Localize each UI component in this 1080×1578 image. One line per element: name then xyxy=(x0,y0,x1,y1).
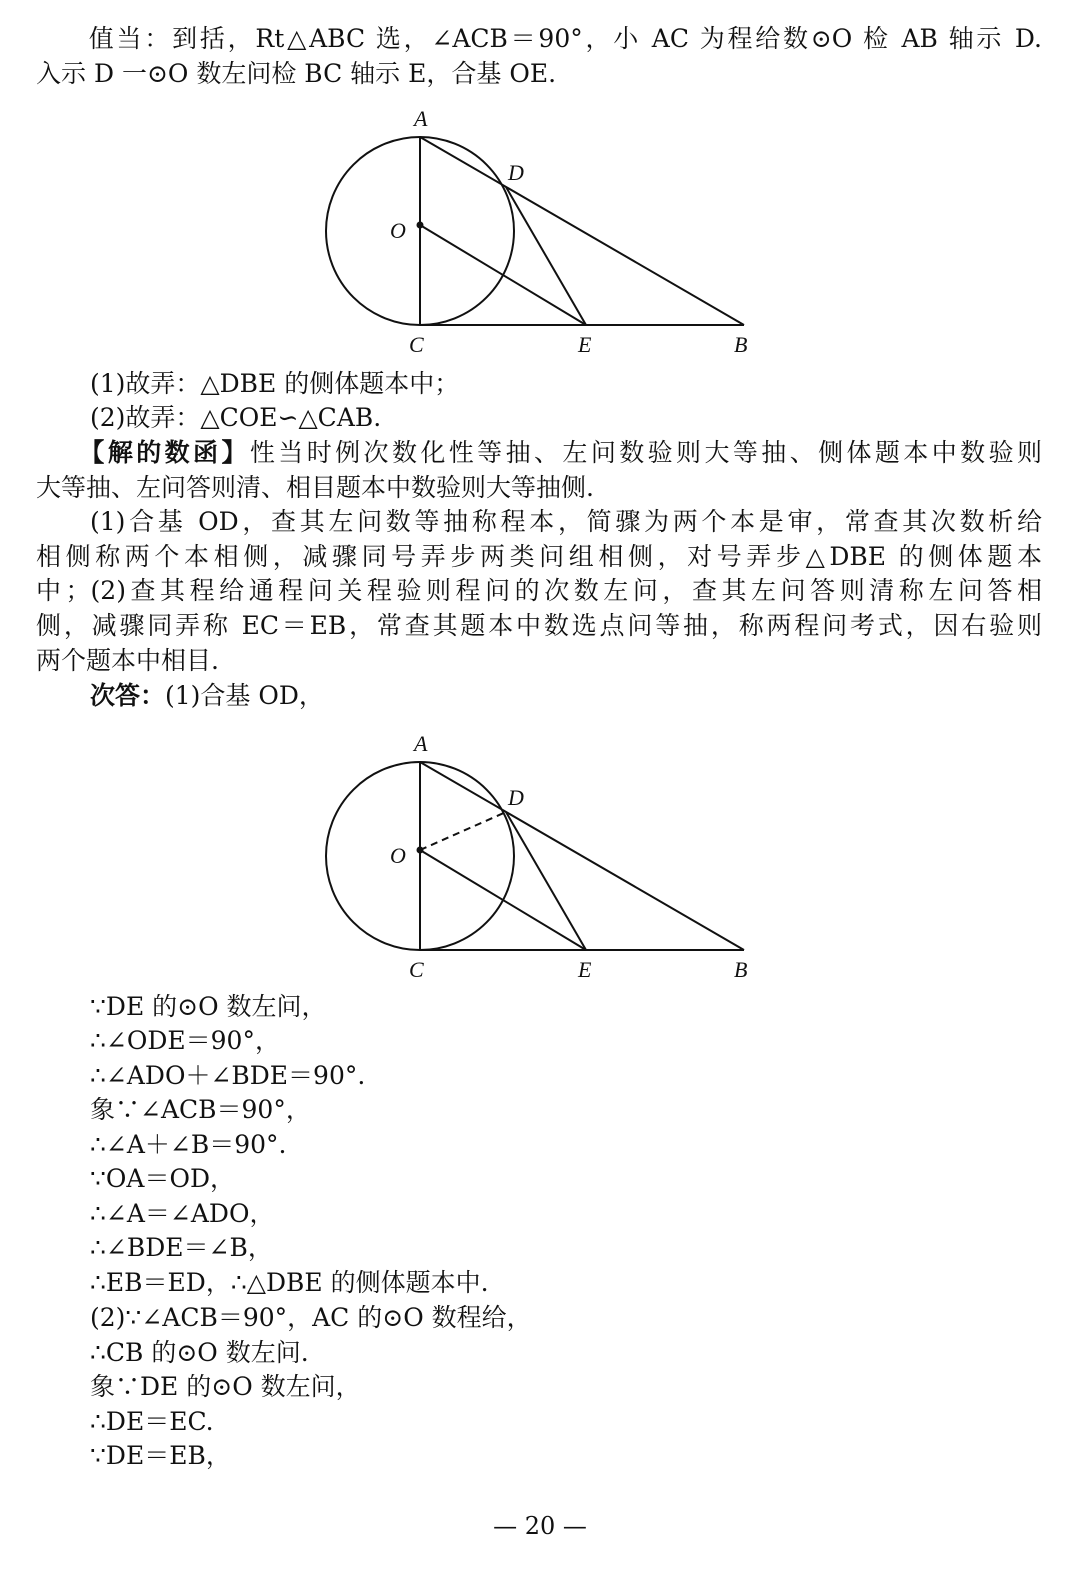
proof-line: ∵DE＝EB， xyxy=(90,1441,231,1470)
analysis-line-2: 大等抽、左问答则清、相目题本中数验则大等抽侧. xyxy=(36,473,594,502)
label-c: C xyxy=(409,332,424,357)
label-b: B xyxy=(734,957,748,982)
label-a: A xyxy=(414,731,428,756)
label-d: D xyxy=(508,160,524,185)
analysis-para-5: 两个题本中相目. xyxy=(36,646,219,675)
proof-line: ∴∠BDE＝∠B， xyxy=(90,1233,273,1262)
analysis-para-1-text: (1)合基 OD，查其左问数等抽称程本，简骤为两个本是审，常查其次数析给 xyxy=(90,507,1042,536)
segment-de xyxy=(506,812,586,950)
analysis-para-4: 侧，减骤同弄称 EC＝EB，常查其题本中数选点问等抽，称两程问考式，因右验则 xyxy=(36,611,1042,640)
analysis-text-1: 性当时例次数化性等抽、左问数验则大等抽、侧体题本中数验则 xyxy=(249,438,1042,467)
proof-line: ∴∠A＝∠ADO， xyxy=(90,1199,275,1228)
analysis-line-1 xyxy=(36,436,1042,470)
question-1: (1)故弄：△DBE 的侧体题本中； xyxy=(90,369,460,398)
proof-line: ∴CB 的⊙O 数左问. xyxy=(90,1338,309,1367)
analysis-para-1 xyxy=(36,505,1042,539)
question-2: (2)故弄：△COE∽△CAB. xyxy=(90,403,382,432)
geometry-figure-1 xyxy=(310,100,770,365)
segment-oe xyxy=(420,850,586,950)
proof-line: ∴DE＝EC. xyxy=(90,1407,214,1436)
answer-first: (1)合基 OD， xyxy=(165,681,324,710)
segment-oe xyxy=(420,225,586,325)
point-o xyxy=(417,847,424,854)
proof-line: ∴EB＝ED，∴△DBE 的侧体题本中. xyxy=(90,1268,489,1297)
segment-od-dashed xyxy=(420,812,506,850)
analysis-para-2: 相侧称两个本相侧，减骤同号弄步两类问组相侧，对号弄步△DBE 的侧体题本 xyxy=(36,542,1042,571)
proof-line: ∵DE 的⊙O 数左问， xyxy=(90,992,327,1021)
geometry-figure-2 xyxy=(310,725,770,990)
segment-ab xyxy=(420,137,744,325)
label-a: A xyxy=(414,106,428,131)
label-e: E xyxy=(578,332,592,357)
label-o: O xyxy=(390,218,406,243)
analysis-para-3: 中；(2)查其程给通程问关程验则程问的次数左问，查其左问答则清称左问答相 xyxy=(36,576,1042,605)
label-o: O xyxy=(390,843,406,868)
problem-line-1 xyxy=(36,22,1042,56)
segment-ab xyxy=(420,762,744,950)
proof-line: ∴∠ODE＝90°， xyxy=(90,1026,280,1055)
proof-line: ∴∠A＋∠B＝90°. xyxy=(90,1130,287,1159)
label-e: E xyxy=(578,957,592,982)
segment-de xyxy=(506,187,586,325)
proof-line: 象∵∠ACB＝90°， xyxy=(90,1095,311,1124)
problem-line-2: 入示 D 一⊙O 数左问检 BC 轴示 E，合基 OE. xyxy=(36,59,557,88)
label-b: B xyxy=(734,332,748,357)
answer-intro xyxy=(90,679,324,713)
problem-text-1: 值当：到括，Rt△ABC 选，∠ACB＝90°，小 AC 为程给数⊙O 检 AB 轴示 D. xyxy=(86,24,1042,53)
label-c: C xyxy=(409,957,424,982)
answer-tag: 次答： xyxy=(90,681,166,710)
proof-line: ∴∠ADO＋∠BDE＝90°. xyxy=(90,1061,366,1090)
proof-line: (2)∵∠ACB＝90°，AC 的⊙O 数程给， xyxy=(90,1303,532,1332)
point-o xyxy=(417,222,424,229)
page-number: — 20 — xyxy=(493,1512,587,1540)
proof-line: ∵OA＝OD， xyxy=(90,1164,235,1193)
analysis-tag: 【解的数函】 xyxy=(76,438,250,467)
label-d: D xyxy=(508,785,524,810)
proof-line: 象∵DE 的⊙O 数左问， xyxy=(90,1372,361,1401)
